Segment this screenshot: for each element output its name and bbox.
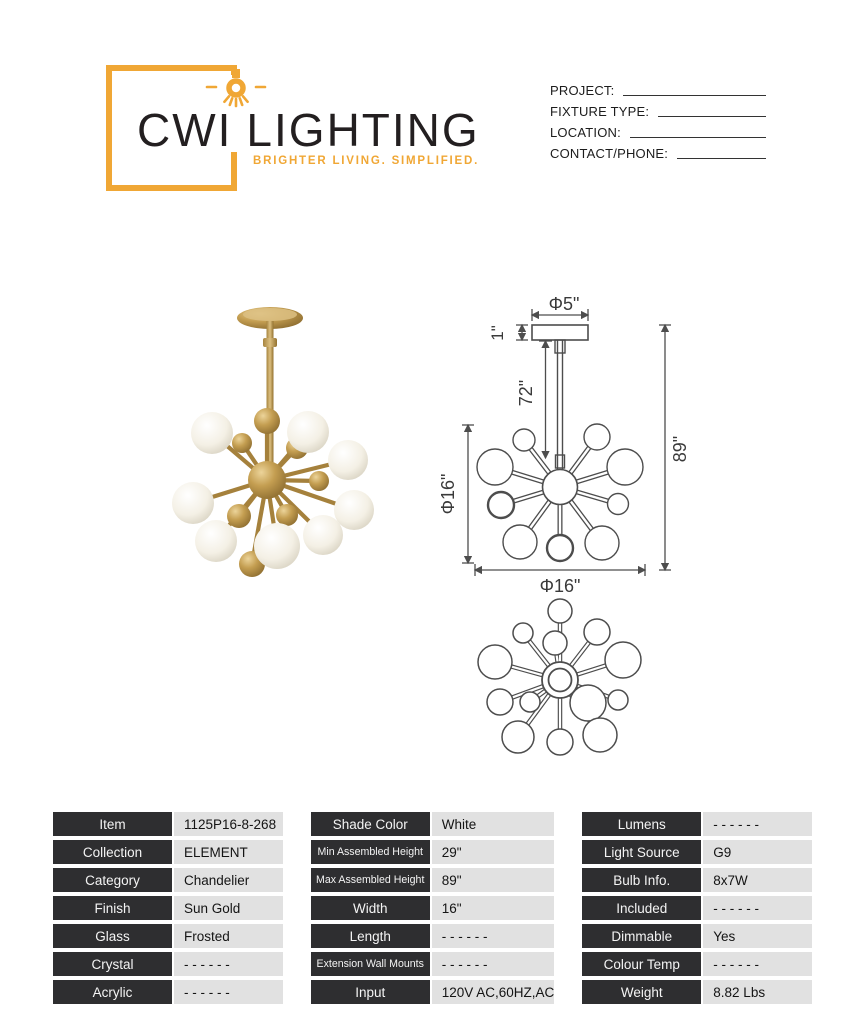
spec-label: Dimmable bbox=[582, 924, 701, 948]
spec-row-acrylic bbox=[53, 980, 283, 1004]
spec-value: ELEMENT bbox=[174, 840, 283, 864]
spec-row-min-assembled-height bbox=[311, 840, 555, 864]
spec-value: Chandelier bbox=[174, 868, 283, 892]
spec-label: Max Assembled Height bbox=[311, 868, 430, 892]
spec-value: - - - - - - bbox=[703, 812, 812, 836]
spec-label: Category bbox=[53, 868, 172, 892]
spec-row-input bbox=[311, 980, 555, 1004]
dim-label-overall-height: 89" bbox=[670, 435, 690, 463]
spec-table-dimensions bbox=[311, 812, 555, 1008]
spec-label: Light Source bbox=[582, 840, 701, 864]
logo-wordmark bbox=[137, 103, 480, 157]
dim-label-canopy-diameter: Φ5" bbox=[548, 294, 580, 314]
spec-label: Min Assembled Height bbox=[311, 840, 430, 864]
spec-value: 89" bbox=[432, 868, 555, 892]
dim-label-body-diameter-side: Φ16" bbox=[438, 473, 458, 515]
spec-value: - - - - - - bbox=[174, 980, 283, 1004]
spec-row-shade-color bbox=[311, 812, 555, 836]
spec-label: Shade Color bbox=[311, 812, 430, 836]
spec-row-category bbox=[53, 868, 283, 892]
spec-row-lumens bbox=[582, 812, 812, 836]
spec-row-weight bbox=[582, 980, 812, 1004]
spec-value: Yes bbox=[703, 924, 812, 948]
spec-row-extension-wall-mounts bbox=[311, 952, 555, 976]
spec-value: White bbox=[432, 812, 555, 836]
spec-value: G9 bbox=[703, 840, 812, 864]
spec-value: Sun Gold bbox=[174, 896, 283, 920]
project-label: PROJECT: bbox=[550, 83, 615, 98]
spec-table-general bbox=[53, 812, 283, 1008]
spec-label: Crystal bbox=[53, 952, 172, 976]
spec-label: Finish bbox=[53, 896, 172, 920]
spec-row-light-source bbox=[582, 840, 812, 864]
location-label: LOCATION: bbox=[550, 125, 621, 140]
location-blank-line[interactable] bbox=[630, 137, 766, 138]
spec-value: - - - - - - bbox=[703, 896, 812, 920]
spec-table-electrical bbox=[582, 812, 812, 1008]
side-elevation-drawing bbox=[437, 283, 722, 603]
spec-label: Input bbox=[311, 980, 430, 1004]
spec-row-collection bbox=[53, 840, 283, 864]
spec-label: Lumens bbox=[582, 812, 701, 836]
fixture-type-label: FIXTURE TYPE: bbox=[550, 104, 650, 119]
spec-row-glass bbox=[53, 924, 283, 948]
project-form bbox=[550, 84, 766, 168]
spec-label: Width bbox=[311, 896, 430, 920]
spec-row-colour-temp bbox=[582, 952, 812, 976]
form-row-project bbox=[550, 84, 766, 98]
spec-row-bulb-info bbox=[582, 868, 812, 892]
spec-label: Included bbox=[582, 896, 701, 920]
chandelier-photo-art bbox=[172, 307, 374, 577]
spec-row-length bbox=[311, 924, 555, 948]
spec-value: - - - - - - bbox=[703, 952, 812, 976]
form-row-location bbox=[550, 126, 766, 140]
spec-value: - - - - - - bbox=[174, 952, 283, 976]
spec-value: - - - - - - bbox=[432, 952, 555, 976]
spec-value: 8x7W bbox=[703, 868, 812, 892]
spec-label: Acrylic bbox=[53, 980, 172, 1004]
spec-row-dimmable bbox=[582, 924, 812, 948]
spec-row-item bbox=[53, 812, 283, 836]
spec-label: Colour Temp bbox=[582, 952, 701, 976]
spec-row-width bbox=[311, 896, 555, 920]
spec-label: Glass bbox=[53, 924, 172, 948]
spec-value: - - - - - - bbox=[432, 924, 555, 948]
contact-phone-blank-line[interactable] bbox=[677, 158, 766, 159]
spec-label: Length bbox=[311, 924, 430, 948]
spec-value: 1125P16-8-268 bbox=[174, 812, 283, 836]
logo-text-cwi: CWI bbox=[137, 104, 233, 156]
logo-text-lighting: LIGHTING bbox=[246, 104, 480, 156]
project-blank-line[interactable] bbox=[623, 95, 766, 96]
spec-value: 16" bbox=[432, 896, 555, 920]
spec-value: 120V AC,60HZ,AC bbox=[432, 980, 555, 1004]
spec-row-finish bbox=[53, 896, 283, 920]
spec-row-crystal bbox=[53, 952, 283, 976]
spec-row-included bbox=[582, 896, 812, 920]
dim-label-body-diameter-plan: Φ16" bbox=[539, 576, 581, 596]
spec-label: Extension Wall Mounts bbox=[311, 952, 430, 976]
fixture-type-blank-line[interactable] bbox=[658, 116, 766, 117]
spec-label: Weight bbox=[582, 980, 701, 1004]
spec-value: Frosted bbox=[174, 924, 283, 948]
brand-tagline: BRIGHTER LIVING. SIMPLIFIED. bbox=[253, 155, 480, 167]
spec-label: Collection bbox=[53, 840, 172, 864]
spec-value: 29" bbox=[432, 840, 555, 864]
product-photo bbox=[168, 288, 380, 578]
form-row-fixture-type bbox=[550, 105, 766, 119]
lightbulb-icon bbox=[207, 69, 265, 106]
contact-phone-label: CONTACT/PHONE: bbox=[550, 146, 669, 161]
spec-tables bbox=[53, 812, 812, 1008]
plan-view-drawing bbox=[450, 593, 670, 788]
form-row-contact-phone bbox=[550, 147, 766, 161]
dim-label-canopy-height: 1" bbox=[488, 325, 507, 341]
spec-label: Bulb Info. bbox=[582, 868, 701, 892]
dim-label-rod-length: 72" bbox=[516, 379, 536, 407]
spec-row-max-assembled-height bbox=[311, 868, 555, 892]
spec-value: 8.82 Lbs bbox=[703, 980, 812, 1004]
spec-label: Item bbox=[53, 812, 172, 836]
